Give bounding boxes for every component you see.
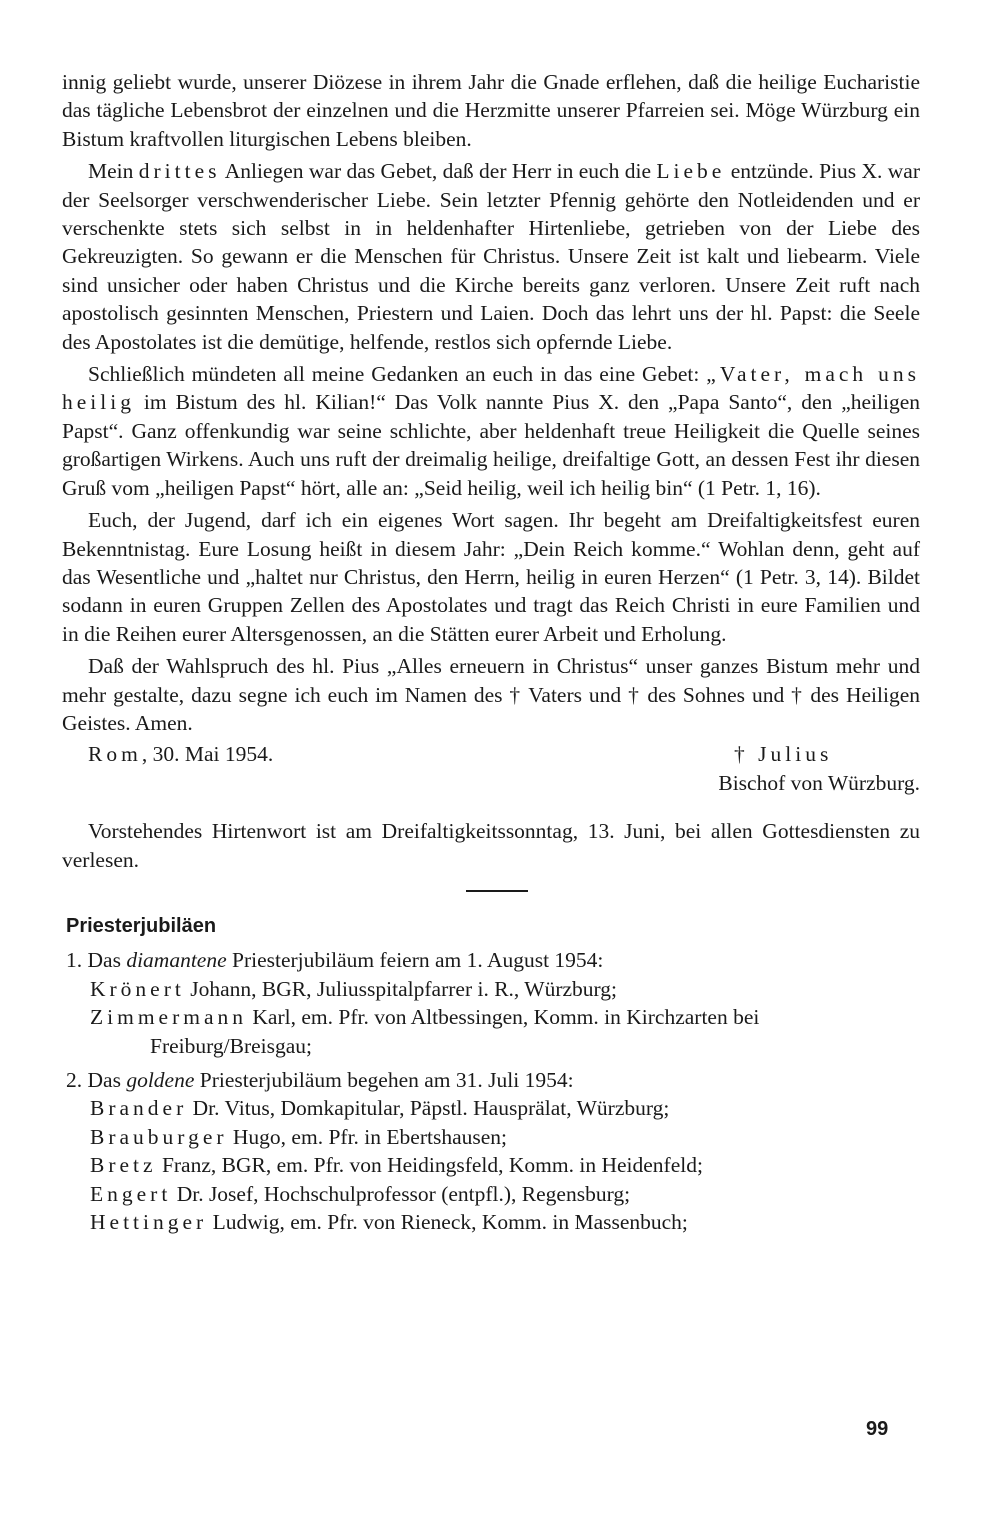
paragraph-3: Schließlich mündeten all meine Gedanken an euch in das eine Gebet: „Vater, mach uns heilig im Bistum des hl. Kilian!“ Das Volk nannte Pius X. den „Papa Santo“, den „heiligen Papst“. Ganz offenkundig war seine schlichte, aber heldenhaft treue Heiligkeit die Quelle seines großartigen Wirkens. Auch uns ruft der dreimalig heilige, dreifaltige Gott, an dessen Fest ihr diesen Gruß vom „heiligen Papst“ hört, alle an: „Seid heilig, weil ich heilig bin“ (1 Petr. 1, 16). bbox=[62, 362, 920, 500]
spaced-word: drittes bbox=[138, 159, 221, 184]
signature-title: Bischof von Würzburg. bbox=[718, 770, 920, 795]
signature-row bbox=[62, 740, 920, 768]
jubilee-diamond-lead: 1. Das diamantene Priesterjubiläum feiern am 1. August 1954: bbox=[66, 948, 604, 973]
signature-name: † Julius bbox=[734, 742, 833, 767]
page-number: 99 bbox=[866, 1418, 889, 1440]
list-item: Engert Dr. Josef, Hochschulprofessor (entpfl.), Regensburg; bbox=[90, 1181, 631, 1206]
list-item: Brander Dr. Vitus, Domkapitular, Päpstl. Hausprälat, Würzburg; bbox=[90, 1096, 670, 1121]
reading-notice: Vorstehendes Hirtenwort ist am Dreifaltigkeitssonntag, 13. Juni, bei allen Gottesdiensten zu verlesen. bbox=[62, 819, 920, 872]
list-item: Hettinger Ludwig, em. Pfr. von Rieneck, Komm. in Massenbuch; bbox=[90, 1210, 688, 1235]
date-line: Rom, 30. Mai 1954. bbox=[88, 742, 274, 767]
jubilee-golden bbox=[62, 1066, 920, 1236]
paragraph-5: Daß der Wahlspruch des hl. Pius „Alles erneuern in Christus“ unser ganzes Bistum mehr und mehr gestalte, dazu segne ich euch im Namen des † Vaters und † des Sohnes und † des Heiligen Geistes. Amen. bbox=[62, 654, 920, 735]
list-item: Krönert Johann, BGR, Juliusspitalpfarrer i. R., Würzburg; bbox=[90, 976, 618, 1001]
section-divider bbox=[466, 890, 528, 892]
document-body bbox=[62, 68, 920, 1236]
paragraph-4: Euch, der Jugend, darf ich ein eigenes Wort sagen. Ihr begeht am Dreifaltigkeitsfest euren Bekenntnistag. Eure Losung heißt in diesem Jahr: „Dein Reich komme.“ Wohlan denn, geht auf das Wesentliche und „haltet nur Christus, den Herrn, heilig in euren Herzen“ (1 Petr. 3, 14). Bildet sodann in euren Gruppen Zellen des Apostolates und tragt das Reich Christi in eure Familien und in die Reihen eurer Altersgenossen, an die Stätten eurer Arbeit und Erholung. bbox=[62, 508, 920, 646]
list-item: Bretz Franz, BGR, em. Pfr. von Heidingsfeld, Komm. in Heidenfeld; bbox=[90, 1153, 703, 1178]
spaced-word: Liebe bbox=[656, 159, 726, 184]
list-item: Brauburger Hugo, em. Pfr. in Ebertshausen; bbox=[90, 1124, 507, 1149]
jubilee-diamond bbox=[62, 946, 920, 1060]
list-item: Zimmermann Karl, em. Pfr. von Altbessingen, Komm. in Kirchzarten bei Freiburg/Breisgau; bbox=[90, 1005, 760, 1058]
jubilee-golden-lead: 2. Das goldene Priesterjubiläum begehen am 31. Juli 1954: bbox=[66, 1068, 574, 1092]
paragraph-2: Mein drittes Anliegen war das Gebet, daß der Herr in euch die Liebe entzünde. Pius X. war der Seelsorger verschwenderischer Liebe. Sein letzter Pfennig gehörte den Notleidenden und er verschenkte stets sich selbst in in heldenhafter Hirtenliebe, getrieben von der Liebe des Gekreuzigten. So gewann er die Menschen für Christus. Unsere Zeit ist kalt und liebearm. Viele sind unsicher oder haben Christus und die Kirche bereits ganz verloren. Unsere Zeit ruft nach apostolisch gesinnten Menschen, Priestern und Laien. Doch das lehrt uns der hl. Papst: die Seele des Apostolates ist die demütige, helfende, restlos sich opfernde Liebe. bbox=[62, 159, 920, 354]
paragraph-1: innig geliebt wurde, unserer Diözese in ihrem Jahr die Gnade erflehen, daß die heilige Eucharistie das tägliche Lebensbrot der einzelnen und die Herzmitte unserer Pfarreien sei. Möge Würzburg ein Bistum kraftvollen liturgischen Lebens bleiben. bbox=[62, 70, 920, 151]
spaced-prayer: „Vater, mach uns heilig bbox=[62, 362, 920, 415]
section-heading: Priesterjubiläen bbox=[66, 914, 217, 937]
